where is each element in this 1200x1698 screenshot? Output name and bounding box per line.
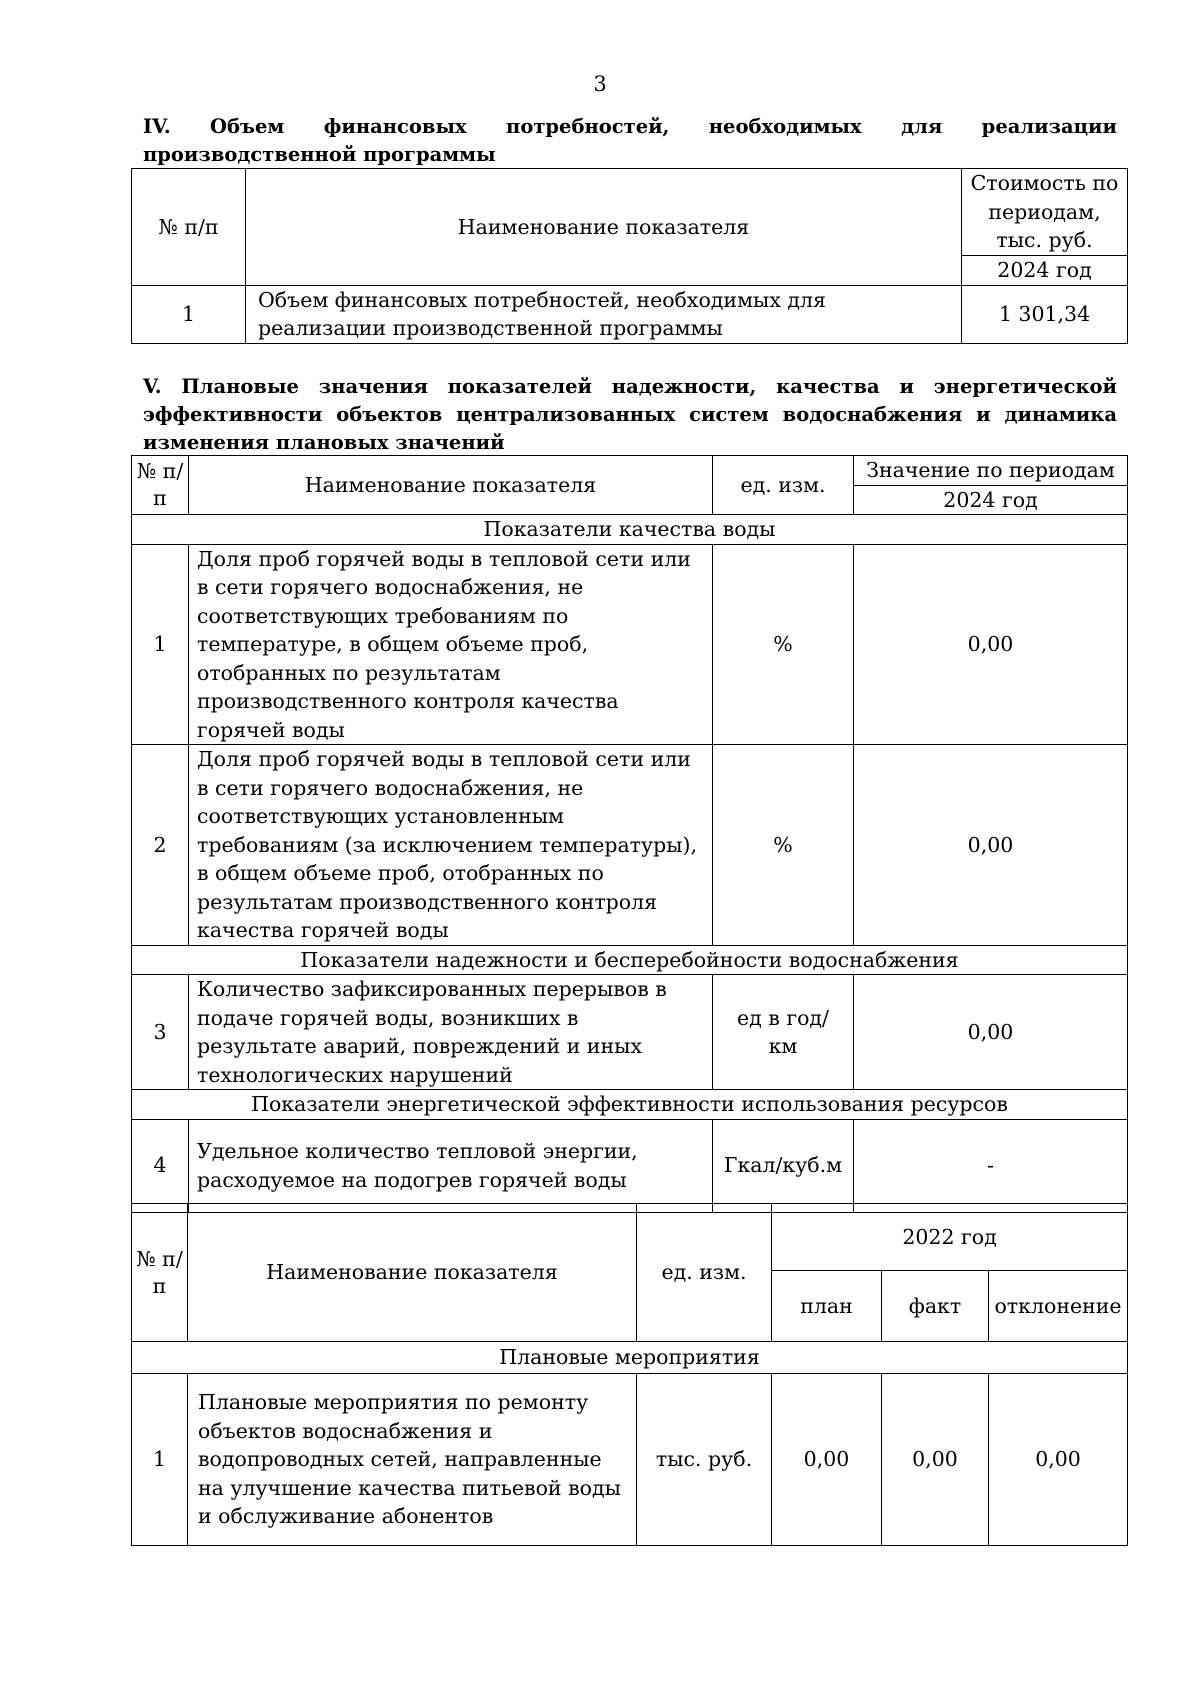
header-fact: факт — [882, 1271, 989, 1342]
group-title: Показатели качества воды — [132, 515, 1128, 545]
row-num: 3 — [132, 975, 189, 1090]
row-value: 1 301,34 — [962, 285, 1128, 343]
row-unit: ед в год/ км — [713, 975, 854, 1090]
row-name: Плановые мероприятия по ремонту объектов водоснабжения и водопроводных сетей, направленные на улучшение качества питьевой воды и обслуживание абонентов — [188, 1374, 637, 1546]
group-title: Показатели энергетической эффективности использования ресурсов — [132, 1090, 1128, 1120]
row-unit: % — [713, 544, 854, 745]
header-num: № п/п — [132, 169, 246, 286]
row-fact: 0,00 — [882, 1374, 989, 1546]
group-title: Плановые мероприятия — [132, 1342, 1128, 1374]
row-num: 1 — [132, 544, 189, 745]
header-plan: план — [772, 1271, 882, 1342]
group-title: Показатели надежности и бесперебойности водоснабжения — [132, 945, 1128, 975]
header-name: Наименование показателя — [246, 169, 962, 286]
row-num: 1 — [132, 285, 246, 343]
financial-needs-table — [131, 168, 1128, 344]
row-unit: % — [713, 745, 854, 946]
row-value: - — [854, 1119, 1128, 1212]
row-name: Удельное количество тепловой энергии, расходуемое на подогрев горячей воды — [189, 1119, 713, 1212]
row-num: 2 — [132, 745, 189, 946]
row-unit: тыс. руб. — [637, 1374, 772, 1546]
row-value: 0,00 — [854, 544, 1128, 745]
header-unit: ед. изм. — [713, 456, 854, 515]
header-name: Наименование показателя — [188, 1204, 637, 1342]
section-4-heading: IV. Объем финансовых потребностей, необходимых для реализации производственной программы — [143, 115, 1117, 166]
row-name: Количество зафиксированных перерывов в подаче горячей воды, возникших в результате аварий, повреждений и иных технологических нарушений — [189, 975, 713, 1090]
row-name: Объем финансовых потребностей, необходимых для реализации производственной программы — [246, 285, 962, 343]
row-num: 1 — [132, 1374, 188, 1546]
header-unit: ед. изм. — [637, 1204, 772, 1342]
section-5-heading: V. Плановые значения показателей надежности, качества и энергетической эффективности объектов централизованных систем водоснабжения и динамика изменения плановых значений — [143, 375, 1117, 454]
header-num: № п/п — [132, 456, 189, 515]
planned-measures-table — [131, 1203, 1128, 1546]
indicators-table — [131, 455, 1128, 1213]
row-unit: Гкал/куб.м — [713, 1119, 854, 1212]
row-value: 0,00 — [854, 975, 1128, 1090]
header-year: 2024 год — [854, 485, 1128, 515]
header-deviation: отклонение — [989, 1271, 1128, 1342]
header-cost: Стоимость по периодам, тыс. руб. — [962, 169, 1128, 256]
header-name: Наименование показателя — [189, 456, 713, 515]
header-value: Значение по периодам — [854, 456, 1128, 486]
row-name: Доля проб горячей воды в тепловой сети или в сети горячего водоснабжения, не соответствующих требованиям по температуре, в общем объеме проб, отобранных по результатам производственного контроля качества горячей воды — [189, 544, 713, 745]
row-plan: 0,00 — [772, 1374, 882, 1546]
row-value: 0,00 — [854, 745, 1128, 946]
header-year: 2024 год — [962, 255, 1128, 285]
page-number: 3 — [593, 72, 607, 96]
header-year: 2022 год — [772, 1204, 1128, 1271]
row-deviation: 0,00 — [989, 1374, 1128, 1546]
header-num: № п/п — [132, 1204, 188, 1342]
row-num: 4 — [132, 1119, 189, 1212]
row-name: Доля проб горячей воды в тепловой сети или в сети горячего водоснабжения, не соответствующих установленным требованиям (за исключением температуры), в общем объеме проб, отобранных по результатам производственного контроля качества горячей воды — [189, 745, 713, 946]
